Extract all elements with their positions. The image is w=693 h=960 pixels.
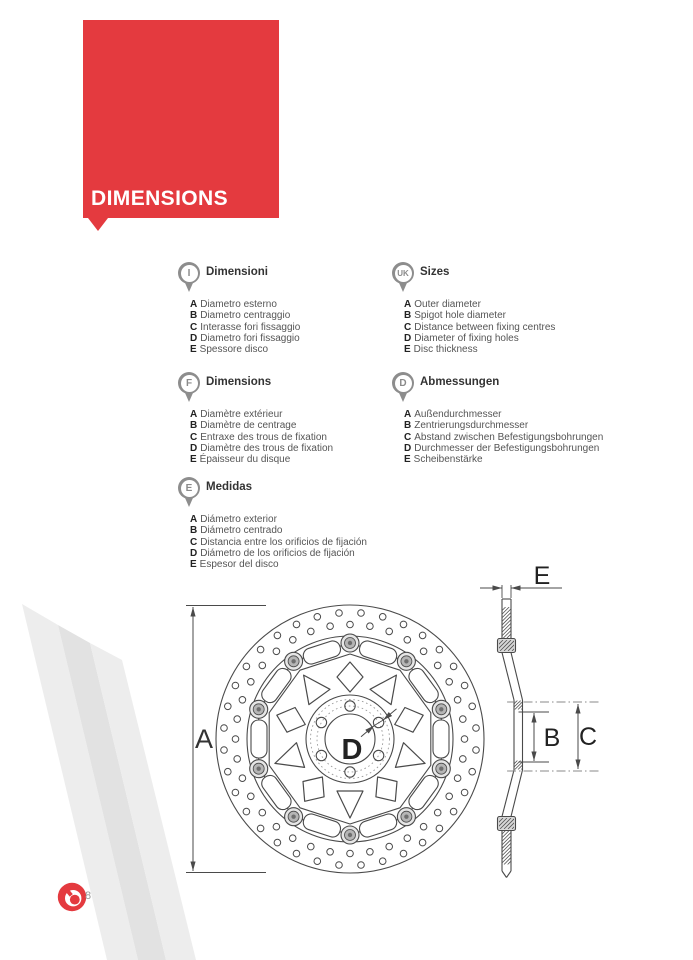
banner-tail xyxy=(88,218,108,231)
legend-item xyxy=(404,420,603,431)
legend-german xyxy=(392,372,642,472)
legend-item-text: Spigot hole diameter xyxy=(414,310,506,322)
pin-letter: I xyxy=(181,265,198,282)
legend-item xyxy=(404,333,555,344)
legend-item xyxy=(404,344,555,355)
legend-item xyxy=(190,454,333,465)
legend-item xyxy=(404,310,555,321)
legend-item-letter: D xyxy=(404,442,412,454)
rivet-bobbin xyxy=(397,808,415,826)
pin-letter: E xyxy=(181,480,198,497)
legend-title: Sizes xyxy=(420,266,450,278)
legend-item-text: Diamètre extérieur xyxy=(200,409,283,420)
legend-item-letter: B xyxy=(190,420,198,432)
legend-item-letter: D xyxy=(404,332,412,344)
rivet-bobbin xyxy=(432,700,450,718)
legend-item xyxy=(404,454,603,465)
legend-item-letter: C xyxy=(190,321,198,333)
legend-spanish xyxy=(178,477,428,577)
legend-item-letter: E xyxy=(404,454,411,466)
legend-item-letter: C xyxy=(190,431,198,443)
legend-item-text: Distancia entre los orificios de fijación xyxy=(200,536,367,548)
legend-items xyxy=(190,299,300,355)
page-title: DIMENSIONS xyxy=(91,187,229,210)
legend-item-text: Zentrierungsdurchmesser xyxy=(414,420,529,432)
legend-item xyxy=(190,409,333,420)
legend-item-text: Diametro esterno xyxy=(200,299,277,310)
legend-item-text: Außendurchmesser xyxy=(414,409,502,420)
legend-item-text: Interasse fori fissaggio xyxy=(200,321,301,333)
legend-item-letter: B xyxy=(404,420,412,432)
legend-item xyxy=(190,420,333,431)
label-d: D xyxy=(341,734,363,766)
page-number: 8 xyxy=(85,890,92,902)
disc-side-view xyxy=(468,585,578,878)
legend-item-letter: D xyxy=(190,547,198,559)
legend-french xyxy=(178,372,428,472)
legend-item-text: Espesor del disco xyxy=(199,559,279,571)
legend-item xyxy=(404,409,603,420)
legend-item-text: Diameter of fixing holes xyxy=(414,332,519,344)
pin-letter: F xyxy=(181,375,198,392)
legend-item xyxy=(404,322,555,333)
legend-item-text: Diamètre des trous de fixation xyxy=(200,442,334,454)
dimension-b xyxy=(519,712,561,762)
language-pin-icon xyxy=(178,477,200,499)
legend-item-text: Diámetro centrado xyxy=(200,525,283,537)
legend-item-letter: B xyxy=(404,310,412,322)
legend-item xyxy=(190,333,300,344)
language-pin-icon xyxy=(392,262,414,284)
language-pin-icon xyxy=(392,372,414,394)
legend-item-text: Scheibenstärke xyxy=(413,454,483,466)
legend-item-text: Diametro fori fissaggio xyxy=(200,332,300,344)
legend-item-letter: A xyxy=(190,409,198,420)
legend-item xyxy=(190,537,367,548)
legend-item-text: Diametro centraggio xyxy=(200,310,291,322)
legend-item-letter: A xyxy=(404,299,412,310)
legend-item-text: Diamètre de centrage xyxy=(200,420,297,432)
label-b: B xyxy=(543,724,561,752)
legend-item-text: Outer diameter xyxy=(414,299,481,310)
pin-letter: D xyxy=(395,375,412,392)
legend-item xyxy=(190,525,367,536)
legend-english xyxy=(392,262,642,362)
legend-items xyxy=(190,409,333,465)
legend-item-text: Spessore disco xyxy=(199,344,269,356)
legend-item-letter: C xyxy=(404,431,412,443)
legend-title: Medidas xyxy=(206,481,253,493)
legend-items xyxy=(404,299,555,355)
label-e: E xyxy=(533,562,551,590)
rivet-bobbin xyxy=(341,634,359,652)
legend-item xyxy=(190,344,300,355)
label-c: C xyxy=(578,723,598,751)
legend-item-text: Distance between fixing centres xyxy=(414,321,556,333)
legend-item xyxy=(190,322,300,333)
rivet-bobbin xyxy=(250,700,268,718)
legend-item xyxy=(190,299,300,310)
language-pin-icon xyxy=(178,262,200,284)
legend-item-letter: E xyxy=(404,344,411,356)
legend-item-letter: A xyxy=(190,299,198,310)
legend-item xyxy=(404,432,603,443)
legend-items xyxy=(190,514,367,570)
legend-item-letter: A xyxy=(190,514,198,525)
legend-item-text: Diámetro exterior xyxy=(200,514,277,525)
legend-item-text: Disc thickness xyxy=(413,344,478,356)
diagonal-stripe xyxy=(22,604,196,960)
pin-letter: UK xyxy=(395,265,412,282)
legend-item-letter: E xyxy=(190,344,197,356)
legend-item-text: Épaisseur du disque xyxy=(199,454,291,466)
language-pin-icon xyxy=(178,372,200,394)
legend-item-letter: E xyxy=(190,559,197,571)
legend-item xyxy=(190,514,367,525)
legend-item-letter: B xyxy=(190,525,198,537)
legend-item xyxy=(190,559,367,570)
rivet-bobbin xyxy=(285,808,303,826)
legend-italian xyxy=(178,262,428,362)
brembo-logo-icon xyxy=(58,883,86,911)
legend-items xyxy=(404,409,603,465)
legend-item-text: Entraxe des trous de fixation xyxy=(200,431,327,443)
legend-item xyxy=(190,310,300,321)
rivet-bobbin xyxy=(341,826,359,844)
dimension-e xyxy=(480,562,562,590)
legend-title: Dimensions xyxy=(206,376,272,388)
legend-item-letter: E xyxy=(190,454,197,466)
rivet-bobbin xyxy=(432,760,450,778)
legend-title: Abmessungen xyxy=(420,376,500,388)
legend-item-text: Diámetro de los orificios de fijación xyxy=(200,547,355,559)
rivet-bobbin xyxy=(397,652,415,670)
legend-item-letter: D xyxy=(190,332,198,344)
legend-item-letter: C xyxy=(190,536,198,548)
legend-item-letter: D xyxy=(190,442,198,454)
legend-item xyxy=(190,443,333,454)
legend-item-letter: A xyxy=(404,409,412,420)
rivet-bobbin xyxy=(285,652,303,670)
section-banner xyxy=(83,20,279,218)
legend-item-letter: B xyxy=(190,310,198,322)
legend-item-letter: C xyxy=(404,321,412,333)
rivet-bobbin xyxy=(250,760,268,778)
legend-title: Dimensioni xyxy=(206,266,268,278)
legend-item-text: Abstand zwischen Befestigungsbohrungen xyxy=(414,431,604,443)
legend-item xyxy=(404,299,555,310)
legend-item xyxy=(190,548,367,559)
legend-item-text: Durchmesser der Befestigungsbohrungen xyxy=(414,442,600,454)
legend-item xyxy=(190,432,333,443)
legend-item xyxy=(404,443,603,454)
label-a: A xyxy=(194,724,214,754)
